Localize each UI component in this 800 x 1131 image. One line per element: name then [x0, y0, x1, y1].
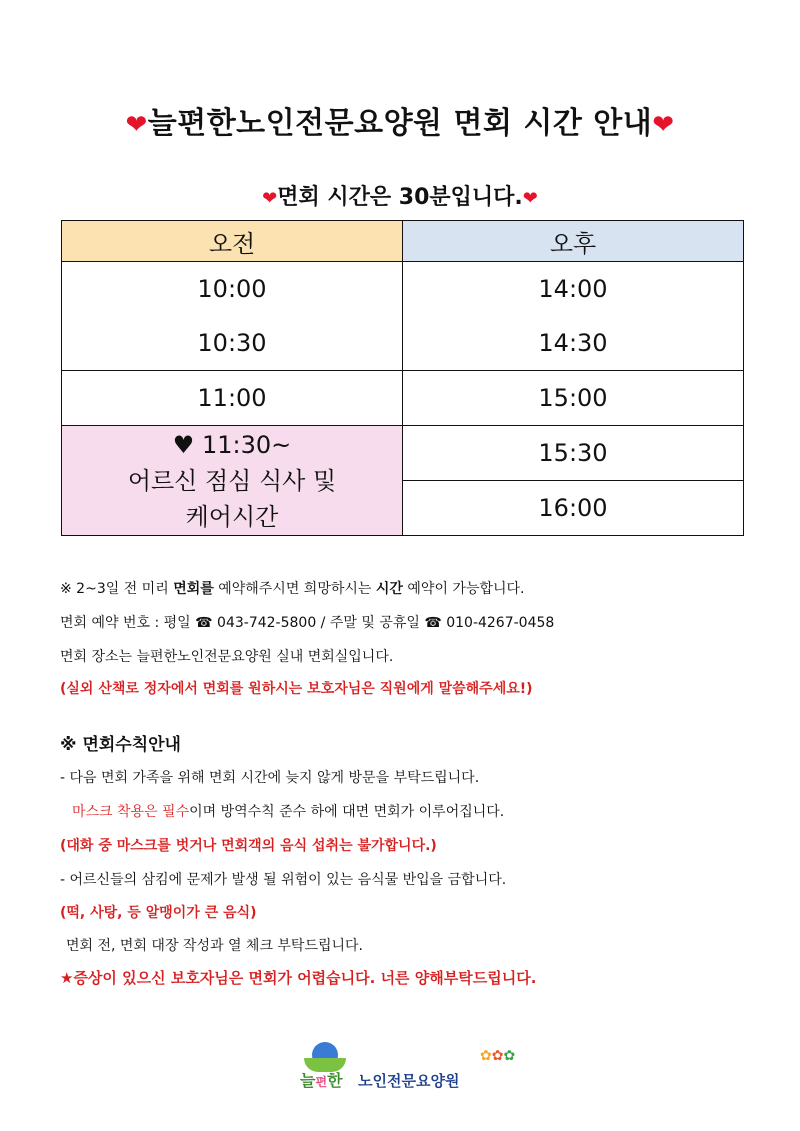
am-slot-1030: 10:30	[197, 329, 267, 357]
rule-checkin: 면회 전, 면회 대장 작성과 열 체크 부탁드립니다.	[66, 938, 364, 954]
pm-slot-1600: 16:00	[403, 481, 744, 536]
heart-icon: ❤	[522, 188, 538, 209]
subtitle-text: 면회 시간은 30분입니다.	[277, 185, 523, 210]
pm-slot-1500: 15:00	[403, 371, 744, 426]
rule-food-ban: - 어르신들의 삼킴에 문제가 발생 될 위험이 있는 음식물 반입을 금합니다.	[60, 872, 507, 888]
logo-name: 노인전문요양원	[358, 1072, 460, 1090]
title-text: 늘편한노인전문요양원 면회 시간 안내	[147, 106, 653, 141]
pm-slot-1400: 14:00	[538, 275, 608, 303]
am-slot-1100: 11:00	[62, 371, 403, 426]
am-slot-1000: 10:00	[197, 275, 267, 303]
flower-icon: ✿✿✿	[480, 1048, 516, 1064]
rule-no-eating: (대화 중 마스크를 벗거나 면회객의 음식 섭취는 불가합니다.)	[60, 838, 437, 854]
care-label: 케어시간	[185, 502, 279, 531]
rule-symptoms: ★증상이 있으신 보호자님은 면회가 어렵습니다. 너른 양해부탁드립니다.	[60, 969, 537, 987]
visit-duration	[0, 180, 800, 211]
outdoor-visit-note: (실외 산책로 정자에서 면회를 원하시는 보호자님은 직원에게 말씀해주세요!)	[60, 681, 533, 697]
reservation-phone: 면회 예약 번호 : 평일 ☎ 043-742-5800 / 주말 및 공휴일 ☎ 010-4267-0458	[60, 615, 555, 631]
lunch-label: 어르신 점심 식사 및	[127, 466, 337, 495]
pm-slot-1430: 14:30	[538, 329, 608, 357]
rule-punctuality: - 다음 면회 가족을 위해 면회 시간에 늦지 않게 방문을 부탁드립니다.	[60, 770, 480, 786]
lunch-care-cell	[62, 426, 403, 536]
visit-location: 면회 장소는 늘편한노인전문요양원 실내 면회실입니다.	[60, 649, 394, 665]
heart-icon: ♥	[172, 430, 195, 459]
facility-logo	[300, 1040, 540, 1100]
pm-slot-1530: 15:30	[403, 426, 744, 481]
pm-slot-cell	[403, 262, 744, 371]
heart-icon: ❤	[125, 110, 148, 140]
heart-icon: ❤	[262, 188, 278, 209]
am-column-header: 오전	[62, 221, 403, 262]
reservation-note: ※ 2~3일 전 미리 면회를 예약해주시면 희망하시는 시간 예약이 가능합니다.	[60, 581, 525, 597]
heart-icon: ❤	[652, 110, 675, 140]
pm-column-header: 오후	[403, 221, 744, 262]
logo-brand: 늘편한	[300, 1071, 343, 1090]
am-slot-cell	[62, 262, 403, 371]
visit-schedule-table	[61, 220, 744, 536]
rules-heading: ※ 면회수칙안내	[60, 735, 181, 755]
rule-food-examples: (떡, 사탕, 등 알맹이가 큰 음식)	[60, 905, 257, 921]
rule-mask: 마스크 착용은 필수이며 방역수칙 준수 하에 대면 면회가 이루어집니다.	[72, 804, 505, 820]
page-title	[0, 98, 800, 142]
lunch-time: 11:30~	[201, 430, 292, 459]
